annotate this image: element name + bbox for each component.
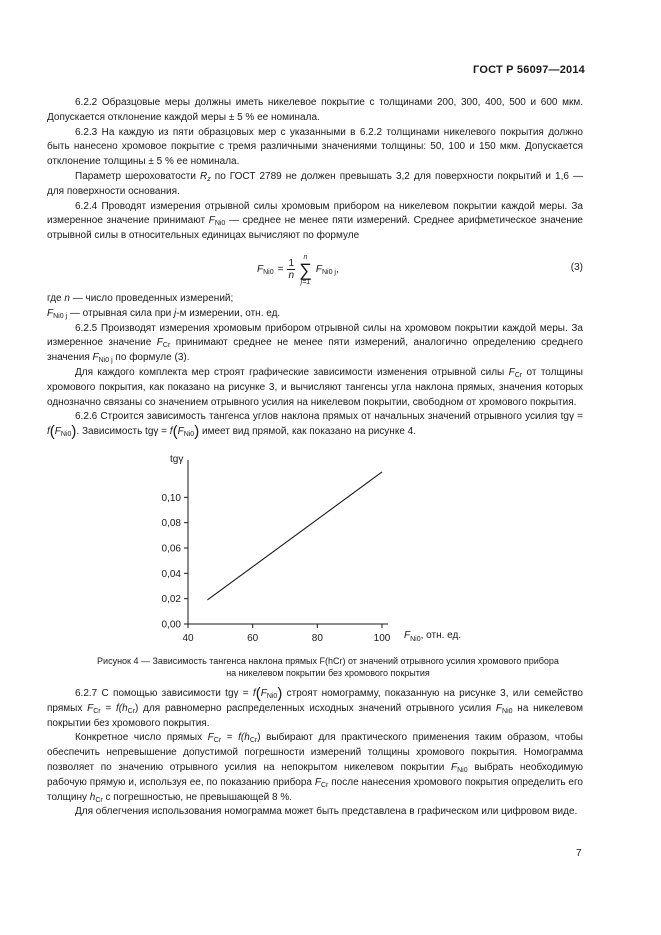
caption-line-2: на никелевом покрытии без хромового покрытия xyxy=(226,667,430,678)
formula-body: $F_{Ni0}$ = $\frac{1}{n}$ n ∑ j=1 $F_{Ni0 j}$, xyxy=(257,253,339,286)
where-f-line: $F_{Ni0 j}$ — отрывная сила при j-м измерении, отн. ед. xyxy=(47,307,281,320)
paragraph-last: Для облегчения использования номограмма может быть представлена в графическом или цифровом виде. xyxy=(75,806,578,818)
x-tick-label: 80 xyxy=(311,633,323,644)
paragraph-6-2-2: 6.2.2 Образцовые меры должны иметь никелевое покрытие с толщинами 200, 300, 400, 500 и 600 мкм. Допускается отклонение каждой меры ± 5 % ее номинала. xyxy=(47,97,583,123)
paragraph-roughness: Параметр шероховатости $R_z$ по ГОСТ 2789 не должен превышать 3,2 для поверхности покрытий и 1,6 — для поверхности основания. xyxy=(47,170,583,197)
data-series-line xyxy=(207,472,382,600)
sum-sign: n ∑ j=1 xyxy=(299,253,312,286)
y-axis-label: tgγ xyxy=(170,454,184,465)
paragraph-6-2-7: 6.2.7 С помощью зависимости $tg\gamma = f(F_{Ni0})$ строят номограмму, показанную на рисунке 3, или семейство прямых $F_{Cr} = f(h_{Cr})$ для равномерно распределенных исходных значений отрывного усилия $F_{Ni0}$ на никелевом покрытии без хромового покрытия. xyxy=(47,685,583,729)
paragraph-6-2-3: 6.2.3 На каждую из пяти образцовых мер с указанными в 6.2.2 толщинами никелевого покрытия должно быть нанесено хромовое покрытие с тремя различными значениями толщины: 50, 100 и 150 мкм. Допускается отклонение толщины ± 5 % ее номинала. xyxy=(47,126,583,168)
figure-caption xyxy=(47,656,609,679)
paragraph-6-2-5: 6.2.5 Производят измерения хромовым прибором отрывной силы на хромовом покрытии каждой меры. За измеренное значение $F_{Cr}$ принимают среднее не менее пяти измерений, аналогично определению среднего значения $F_{Ni0 j}$ по формуле (3). xyxy=(47,322,583,365)
y-tick-label: 0,10 xyxy=(161,492,181,504)
paragraph-each-set: Для каждого комплекта мер строят графические зависимости изменения отрывной силы $F_{Cr}$ от толщины хромового покрытия, как показано на рисунке 3, и вычисляют тангенсы угла наклона прямых, значения которых однозначно связаны со значением отрывного усилия на никелевом покрытии, свободном от хромового покрытия. xyxy=(47,366,583,408)
y-tick-label: 0,04 xyxy=(161,568,181,580)
formula-number: (3) xyxy=(570,261,583,273)
x-tick-label: 40 xyxy=(182,633,194,644)
document-header: ГОСТ Р 56097—2014 xyxy=(473,64,585,76)
caption-line-1: Рисунок 4 — Зависимость тангенса наклона прямых F(hCr) от значений отрывного усилия хромового прибора xyxy=(97,656,559,666)
main-text-block xyxy=(47,96,583,440)
y-tick-label: 0,02 xyxy=(161,594,181,606)
where-n-line: где n — число проведенных измерений; xyxy=(47,292,234,304)
formula-3 xyxy=(47,246,583,290)
paragraph-6-2-6: 6.2.6 Строится зависимость тангенса углов наклона прямых от начальных значений отрывного усилия $tg\gamma = f(F_{Ni0})$. Зависимость $tg\gamma = f(F_{Ni0})$ имеет вид прямой, как показано на рисунке 4. xyxy=(47,411,583,441)
x-tick-label: 60 xyxy=(247,633,259,644)
paragraph-concrete: Конкретное число прямых $F_{Cr} = f(h_{Cr})$ выбирают для практического применения таким образом, чтобы обеспечить непревышение допустимой погрешности измерений толщины хромового покрытия. Номограмма позволяет по значению отрывного усилия на непокрытом никелевом покрытии $F_{Ni0}$ выбрать необходимую рабочую прямую и, используя ее, по показанию прибора $F_{Cr}$ после нанесения хромового покрытия определить его толщину $h_{Cr}$ с погрешностью, не превышающей 8 %. xyxy=(47,732,583,804)
y-tick-label: 0,00 xyxy=(161,619,181,631)
paragraph-6-2-4: 6.2.4 Проводят измерения отрывной силы хромовым прибором на никелевом покрытии каждой меры. За измеренное значение принимают $F_{Ni0}$ — среднее не менее пяти измерений. Среднее арифметическое значение отрывной силы в относительных единицах вычисляют по формуле xyxy=(47,200,583,242)
x-tick-label: 100 xyxy=(373,633,391,644)
x-axis-label: $F_{Ni0}$, отн. ед. xyxy=(404,630,462,643)
y-tick-label: 0,06 xyxy=(161,543,181,555)
chart-svg xyxy=(150,452,510,648)
y-tick-label: 0,08 xyxy=(161,518,181,530)
main-text-block-2 xyxy=(47,687,583,820)
page-number: 7 xyxy=(576,848,582,859)
figure-4-chart xyxy=(150,452,510,648)
formula-fraction: $\frac{1}{n}$ xyxy=(288,258,295,282)
